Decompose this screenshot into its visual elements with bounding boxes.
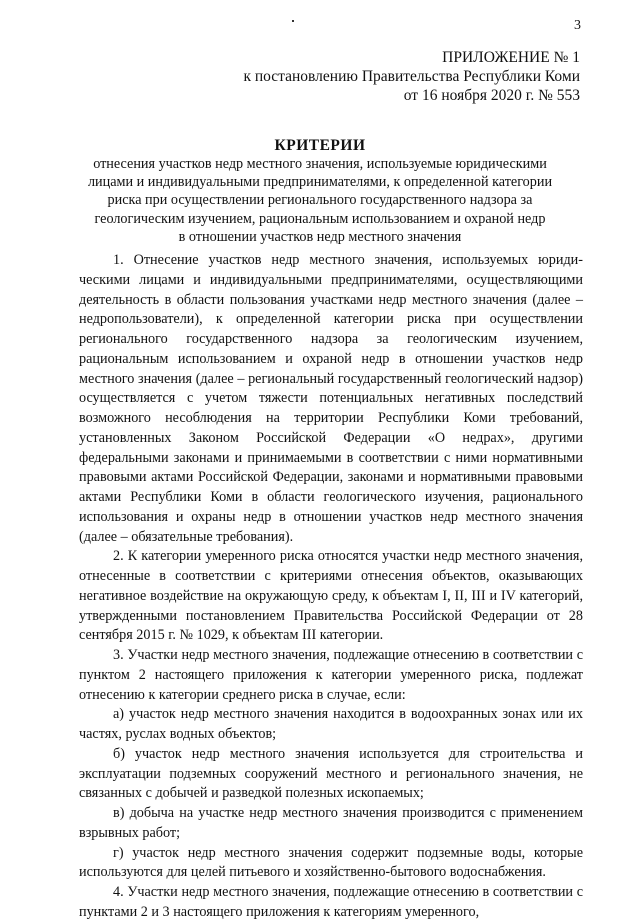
paragraph-3b: б) участок недр местного значения используется для строительства и эксплуатации подземных сооружений местного и регионального значения, не связанных с добычей и разведкой полезных ископаемых; <box>79 745 583 802</box>
paragraph-3c: в) добыча на участке недр местного значения производится с применением взрывных работ; <box>79 805 583 841</box>
appendix-title: ПРИЛОЖЕНИЕ № 1 <box>442 49 580 66</box>
subtitle-line: геологическим изучением, рациональным использованием и охраной недр <box>94 210 546 227</box>
paragraph-1: 1. Отнесение участков недр местного значения, используемых юридическими лицами и индивидуальными предпринимателями, осуществляющими деятельность в области пользования участками недр местного значения (далее – недропользователи), к определенной категории риска при осуществлении регионального государственного надзора за геологическим изучением, рациональным использованием и охраной недр в отношении участков недр местного значения (далее – региональный государственный геологический надзор) осуществляется с учетом тяжести потенциальных негативных последствий возможного несоблюдения на территории Республики Коми требований, установленных Законом Российской Федерации «О недрах», другими федеральными законами и принимаемыми в соответствии с ними нормативными правовыми актами Российской Федерации, законами и нормативными правовыми актами Республики Коми в области геологического изучения, рационального использования и охраны недр в отношении участков недр местного значения (далее – обязательные требования). <box>79 252 583 545</box>
page-number: 3 <box>574 18 581 33</box>
paragraph-3: 3. Участки недр местного значения, подлежащие отнесению в соответствии с пунктом 2 настоящего приложения к категории умеренного риска, подлежат отнесению к категории среднего риска в случае, если: <box>79 647 583 703</box>
subtitle-line: риска при осуществлении регионального государственного надзора за <box>107 192 533 209</box>
appendix-date: от 16 ноября 2020 г. № 553 <box>403 87 580 104</box>
subtitle-line: в отношении участков недр местного значения <box>178 228 462 245</box>
subtitle-line: отнесения участков недр местного значения, используемые юридическими <box>93 156 547 172</box>
appendix-header <box>243 48 580 105</box>
paragraph-3d: г) участок недр местного значения содержит подземные воды, которые используются для целей питьевого и хозяйственно-бытового водоснабжения. <box>79 844 583 881</box>
document-subtitle <box>60 155 580 246</box>
paragraph-4: 4. Участки недр местного значения, подлежащие отнесению в соответствии с пунктами 2 и 3 настоящего приложения к категориям умеренного, <box>79 884 583 920</box>
appendix-decree: к постановлению Правительства Республики Коми <box>243 68 580 85</box>
document-body <box>79 251 583 923</box>
paragraph-2: 2. К категории умеренного риска относятся участки недр местного значения, отнесенные в соответствии с критериями отнесения объектов, оказывающих негативное воздействие на окружающую среду, к объектам I, II, III и IV категорий, утвержденными постановлением Правительства Российской Федерации от 28 сентября 2015 г. № 1029, к объектам III категории. <box>79 548 583 644</box>
scan-speck <box>292 20 294 22</box>
paragraph-3a: а) участок недр местного значения находится в водоохранных зонах или их частях, руслах водных объектов; <box>79 706 583 742</box>
subtitle-line: лицами и индивидуальными предпринимателями, к определенной категории <box>87 174 553 191</box>
document-title: КРИТЕРИИ <box>274 137 366 154</box>
